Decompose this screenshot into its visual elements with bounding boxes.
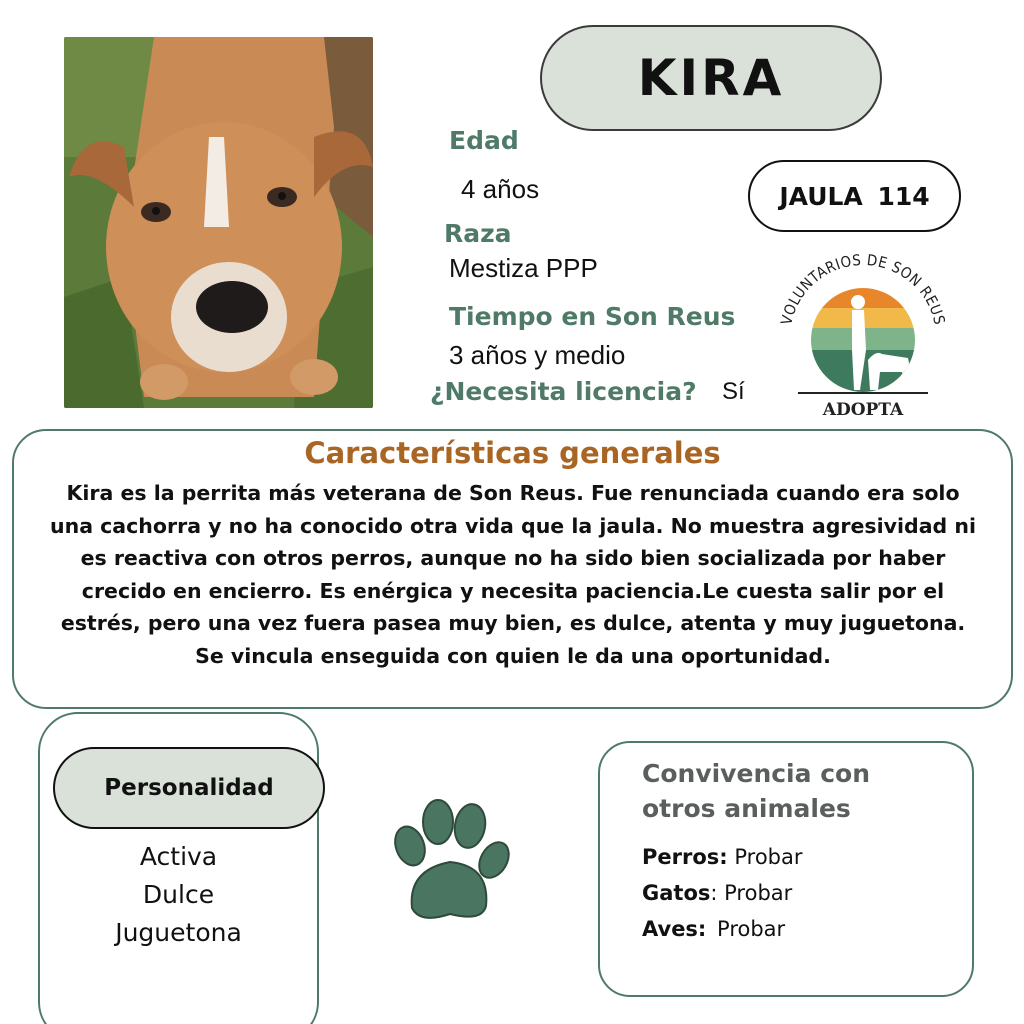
- row-separator: :: [710, 881, 718, 905]
- trait-item: Activa: [139, 842, 218, 871]
- age-label: Edad: [449, 126, 519, 155]
- time-value: 3 años y medio: [449, 340, 626, 370]
- time-label: Tiempo en Son Reus: [449, 302, 736, 331]
- general-characteristics-title: Características generales: [304, 436, 721, 470]
- trait-item: Juguetona: [115, 918, 242, 947]
- row-value: Probar: [734, 845, 803, 869]
- cage-number: JAULA 114: [779, 181, 930, 211]
- cage-badge: [748, 160, 961, 232]
- personality-traits: [38, 838, 319, 952]
- paw-icon: [390, 798, 512, 924]
- cohabitation-title: [642, 756, 962, 826]
- personality-badge: [53, 747, 325, 829]
- logo-bottom-text: ADOPTA: [822, 400, 904, 420]
- row-value: Probar: [717, 917, 786, 941]
- row-label: Gatos: [642, 881, 711, 905]
- cohabitation-row-birds: [642, 917, 785, 941]
- row-label: Perros:: [642, 845, 728, 869]
- cohabitation-row-dogs: [642, 845, 803, 869]
- trait-item: Dulce: [142, 880, 215, 909]
- cohabitation-title-line2: otros animales: [642, 794, 851, 823]
- row-value: Probar: [724, 881, 793, 905]
- logo-arc-text: VOLUNTARIOS DE SON REUS: [777, 250, 949, 327]
- license-value: Sí: [722, 378, 745, 405]
- name-badge: [540, 25, 882, 131]
- dog-photo: [64, 37, 373, 408]
- general-characteristics-text: Kira es la perrita más veterana de Son Reus. Fue renunciada cuando era solo una cachorra y no ha conocido otra vida que la jaula. No muestra agresividad ni es reactiva con otros perros, aunque no ha sido bien socializada por haber crecido en encierro. Es enérgica y necesita paciencia.Le cuesta salir por el estrés, pero una vez fuera pasea muy bien, es dulce, atenta y muy juguetona. Se vincula enseguida con quien le da una oportunidad.: [50, 481, 976, 668]
- volunteers-logo: [768, 250, 958, 425]
- license-label: ¿Necesita licencia?: [430, 377, 697, 406]
- breed-value: Mestiza PPP: [449, 253, 598, 283]
- personality-title: Personalidad: [104, 775, 274, 801]
- dog-name: KIRA: [637, 49, 785, 107]
- cohabitation-row-cats: [642, 881, 792, 905]
- breed-label: Raza: [444, 219, 512, 248]
- cohabitation-title-line1: Convivencia con: [642, 759, 870, 788]
- age-value: 4 años: [461, 174, 540, 204]
- row-label: Aves:: [642, 917, 707, 941]
